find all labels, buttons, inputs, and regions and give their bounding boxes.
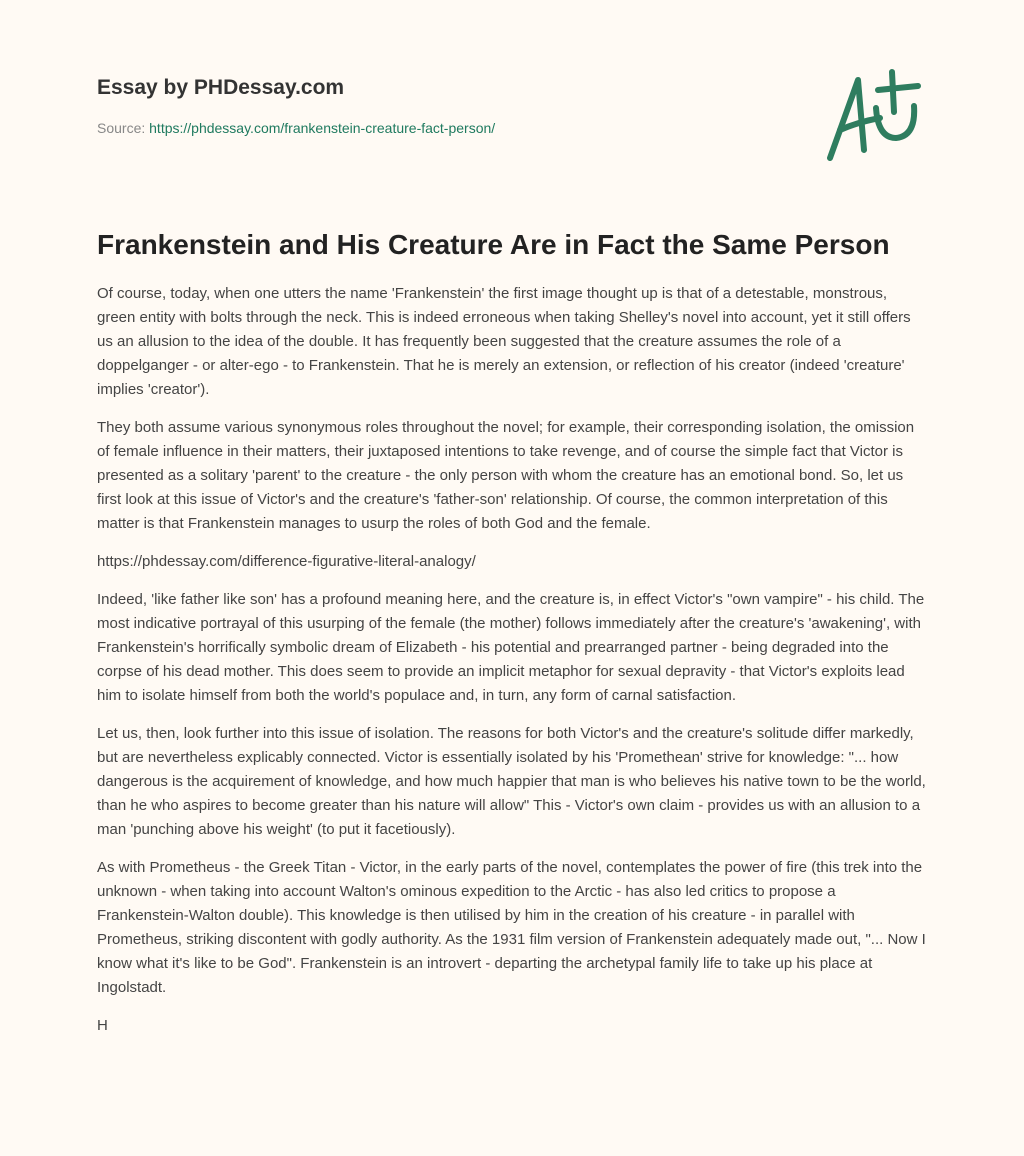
source-line	[97, 120, 495, 136]
paragraph: Indeed, 'like father like son' has a profound meaning here, and the creature is, in effect Victor's "own vampire" - his child. The most indicative portrayal of this usurping of the female (the mother) follows immediately after the creature's 'awakening', with Frankenstein's horrifically symbolic dream of Elizabeth - his potential and prearranged partner - being degraded into the corpse of his dead mother. This does seem to provide an implicit metaphor for sexual depravity - that Victor's exploits lead him to isolate himself from both the world's populace and, in turn, any form of carnal satisfaction.	[97, 591, 925, 704]
related-url: https://phdessay.com/difference-figurative-literal-analogy/	[97, 553, 476, 570]
paragraph: As with Prometheus - the Greek Titan - Victor, in the early parts of the novel, contemplates the power of fire (this trek into the unknown - when taking into account Walton's ominous expedition to the Arctic - has also led critics to propose a Frankenstein-Walton double). This knowledge is then utilised by him in the creation of his creature - in parallel with Prometheus, striking discontent with godly authority. As the 1931 film version of Frankenstein adequately made out, "... Now I know what it's like to be God". Frankenstein is an introvert - departing the archetypal family life to take up his place at Ingolstadt.	[97, 859, 926, 996]
source-label: Source:	[97, 120, 146, 136]
paragraph: H	[97, 1017, 108, 1034]
paragraph: Of course, today, when one utters the name 'Frankenstein' the first image thought up is that of a detestable, monstrous, green entity with bolts through the neck. This is indeed erroneous when taking Shelley's novel into account, yet it still offers us an allusion to the idea of the double. It has frequently been suggested that the creature assumes the role of a doppelganger - or alter-ego - to Frankenstein. That he is merely an extension, or reflection of his creator (indeed 'creature' implies 'creator').	[97, 285, 911, 398]
brand-title: Essay by PHDessay.com	[97, 76, 345, 99]
source-link[interactable]: https://phdessay.com/frankenstein-creature-fact-person/	[149, 120, 496, 136]
paragraph: They both assume various synonymous roles throughout the novel; for example, their corresponding isolation, the omission of female influence in their matters, their juxtaposed intentions to take revenge, and of course the simple fact that Victor is presented as a solitary 'parent' to the creature - the only person with whom the creature has an emotional bond. So, let us first look at this issue of Victor's and the creature's 'father-son' relationship. Of course, the common interpretation of this matter is that Frankenstein manages to usurp the roles of both God and the female.	[97, 419, 915, 532]
a-plus-logo-icon	[818, 66, 928, 166]
paragraph: Let us, then, look further into this issue of isolation. The reasons for both Victor's and the creature's solitude differ markedly, but are nevertheless explicably connected. Victor is essentially isolated by his 'Promethean' strive for knowledge: "... how dangerous is the acquirement of knowledge, and how much happier that man is who believes his native town to be the world, than he who aspires to become greater than his nature will allow" This - Victor's own claim - provides us with an allusion to a man 'punching above his weight' (to put it facetiously).	[97, 725, 926, 838]
page-header	[97, 76, 495, 136]
article-title: Frankenstein and His Creature Are in Fact the Same Person	[97, 229, 890, 260]
article	[97, 226, 929, 1052]
